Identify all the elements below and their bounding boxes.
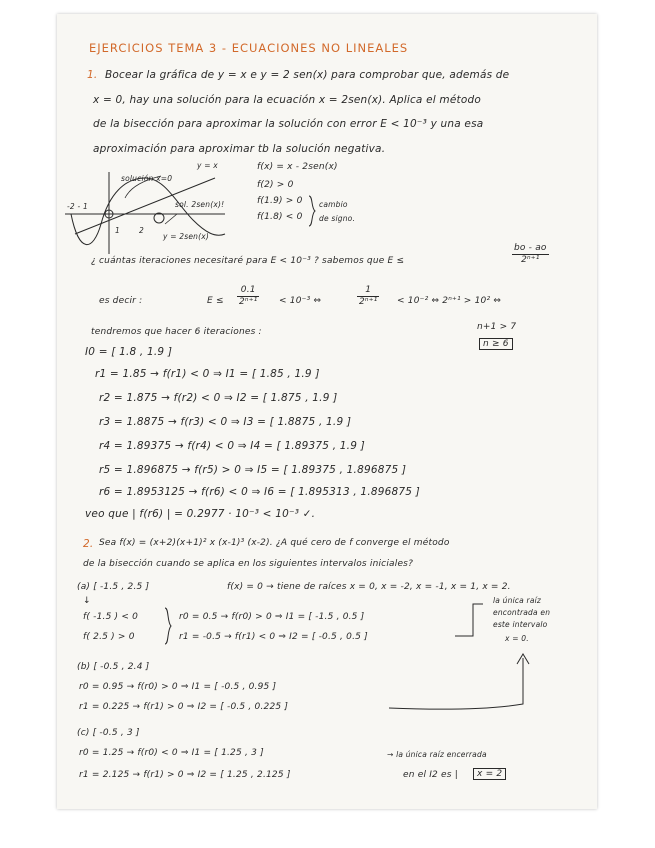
sign-check: f(1.9) > 0 (257, 196, 303, 206)
note-line: este intervalo (493, 620, 548, 629)
ex2-number: 2. (83, 538, 94, 550)
fraction-numerator: bo - ao (514, 243, 547, 253)
fraction-numerator: 1 (357, 285, 379, 297)
tendremos: tendremos que hacer 6 iteraciones : (91, 327, 262, 337)
fraction-denominator: 2ⁿ⁺¹ (521, 255, 540, 265)
bracket-connector (453, 598, 489, 642)
roots-line: f(x) = 0 → tiene de raíces x = 0, x = -2, x = -1, x = 1, x = 2. (227, 582, 511, 592)
brace-icon (307, 194, 317, 228)
brace-icon (163, 606, 173, 646)
case-b-heading: (b) [ -0.5 , 2.4 ] (77, 662, 150, 672)
graph-tick: 2 (139, 226, 144, 235)
sign-check: f( -1.5 ) < 0 (83, 612, 139, 622)
ex1-number: 1. (87, 69, 98, 81)
notebook-page (57, 14, 597, 809)
graph-label: y = x (197, 161, 218, 170)
graph-label: solución x=0 (121, 174, 173, 183)
signo-label: de signo. (319, 214, 356, 223)
sign-check: f(1.8) < 0 (257, 212, 303, 222)
ex1-line: de la bisección para aproximar la solución con error E < 10⁻³ y una esa (93, 118, 484, 130)
cambio-label: cambio (319, 200, 348, 209)
sign-check: f(2) > 0 (257, 180, 294, 190)
graph-tick: -2 - 1 (67, 202, 88, 211)
ex1-line: x = 0, hay una solución para la ecuación x = 2sen(x). Aplica el método (93, 94, 481, 106)
fraction-numerator: 0.1 (237, 285, 259, 297)
fraction (237, 285, 259, 308)
note-line: encontrada en (493, 608, 551, 617)
iteration-line: I0 = [ 1.8 , 1.9 ] (85, 346, 173, 358)
iteration-line: r1 = -0.5 → f(r1) < 0 ⇒ I2 = [ -0.5 , 0.5 ] (179, 632, 368, 642)
ex2-line: de la bisección cuando se aplica en los siguientes intervalos iniciales? (83, 559, 414, 569)
ex1-line: Bocear la gráfica de y = x e y = 2 sen(x) para comprobar que, además de (105, 69, 510, 81)
iteration-line: r0 = 0.5 → f(r0) > 0 ⇒ I1 = [ -1.5 , 0.5 ] (179, 612, 365, 622)
note-line: la única raíz (493, 596, 542, 605)
sign-check: f( 2.5 ) > 0 (83, 632, 135, 642)
iteration-line: r1 = 2.125 → f(r1) > 0 ⇒ I2 = [ 1.25 , 2.125 ] (79, 770, 291, 780)
iteration-line: r0 = 1.25 → f(r0) < 0 ⇒ I1 = [ 1.25 , 3 ] (79, 748, 264, 758)
graph-label: y = 2sen(x) (163, 232, 210, 241)
arrow-down-icon: ↓ (83, 596, 91, 606)
ex2-line: Sea f(x) = (x+2)(x+1)² x (x-1)³ (x-2). ¿A qué cero de f converge el método (99, 538, 450, 548)
fraction (357, 285, 379, 308)
note-line: en el I2 es | (403, 770, 458, 780)
iteration-line: r3 = 1.8875 → f(r3) < 0 ⇒ I3 = [ 1.8875 , 1.9 ] (99, 416, 352, 428)
inequality: < 10⁻³ ⇔ (279, 296, 322, 306)
fraction-denominator: 2ⁿ⁺¹ (239, 297, 258, 307)
case-c-heading: (c) [ -0.5 , 3 ] (77, 728, 140, 738)
iteration-line: r5 = 1.896875 → f(r5) > 0 ⇒ I5 = [ 1.89375 , 1.896875 ] (99, 464, 407, 476)
iteration-line: r1 = 1.85 → f(r1) < 0 ⇒ I1 = [ 1.85 , 1.9 ] (95, 368, 320, 380)
iteration-line: r2 = 1.875 → f(r2) < 0 ⇒ I2 = [ 1.875 , 1.9 ] (99, 392, 338, 404)
graph-tick: 1 (115, 226, 120, 235)
f-definition: f(x) = x - 2sen(x) (257, 162, 338, 172)
arrow-up-connector (387, 650, 537, 714)
verification: veo que | f(r6) | = 0.2977 · 10⁻³ < 10⁻³ ✓. (85, 508, 316, 520)
fraction-denominator: 2ⁿ⁺¹ (359, 297, 378, 307)
error-bound-fraction (512, 243, 549, 266)
n-result-box: n ≥ 6 (479, 338, 513, 350)
inequality: < 10⁻² ⇔ 2ⁿ⁺¹ > 10² ⇔ (397, 296, 502, 306)
note-line: x = 0. (505, 634, 529, 643)
e-le: E ≤ (207, 296, 224, 306)
iterations-question: ¿ cuántas iteraciones necesitaré para E < 10⁻³ ? sabemos que E ≤ (91, 256, 405, 266)
page-title: EJERCICIOS TEMA 3 - ECUACIONES NO LINEALES (89, 41, 409, 55)
case-a-heading: (a) [ -1.5 , 2.5 ] (77, 582, 150, 592)
graph-label: sol. 2sen(x)! (175, 200, 225, 209)
iteration-line: r1 = 0.225 → f(r1) > 0 ⇒ I2 = [ -0.5 , 0.225 ] (79, 702, 289, 712)
iteration-line: r6 = 1.8953125 → f(r6) < 0 ⇒ I6 = [ 1.895313 , 1.896875 ] (99, 486, 420, 498)
es-decir: es decir : (99, 296, 143, 306)
iteration-line: r4 = 1.89375 → f(r4) < 0 ⇒ I4 = [ 1.89375 , 1.9 ] (99, 440, 365, 452)
note-line: → la única raíz encerrada (387, 750, 487, 759)
n-inequality: n+1 > 7 (477, 322, 517, 332)
answer-box: x = 2 (473, 768, 506, 780)
ex1-line: aproximación para aproximar tb la solución negativa. (93, 143, 386, 155)
iteration-line: r0 = 0.95 → f(r0) > 0 ⇒ I1 = [ -0.5 , 0.95 ] (79, 682, 277, 692)
